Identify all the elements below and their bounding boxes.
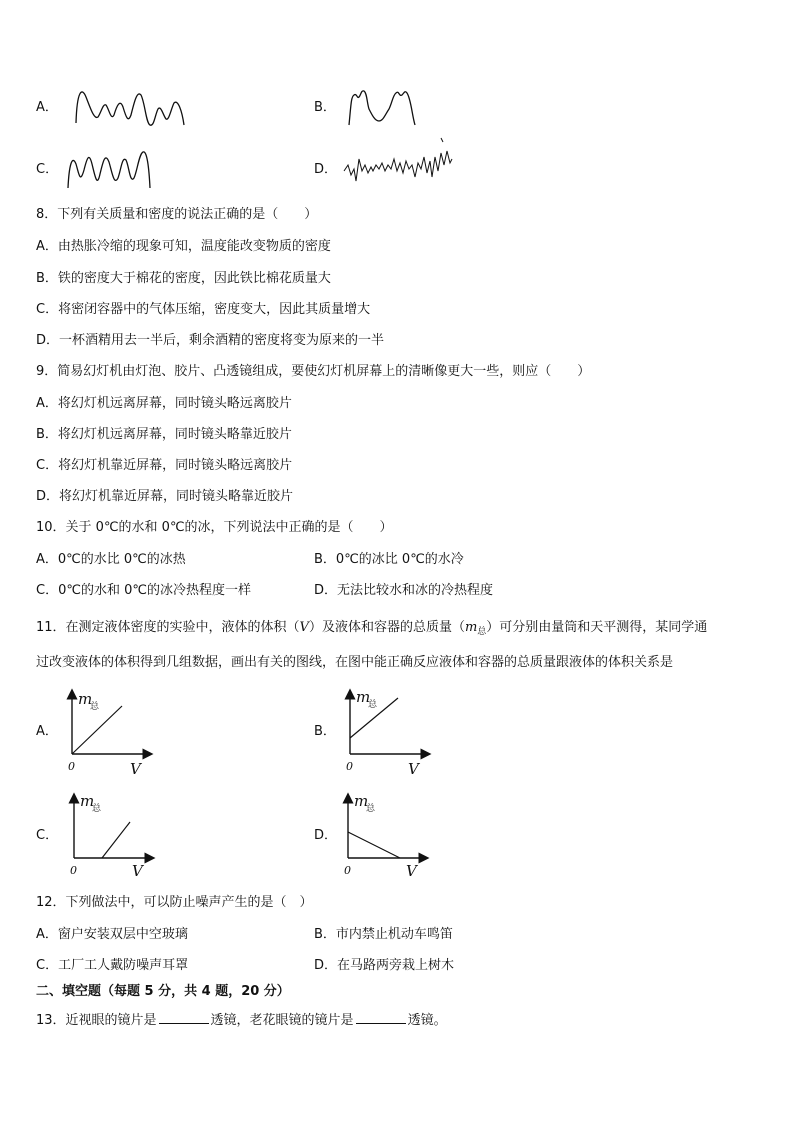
question-11-stem-line1: 11．在测定液体密度的实验中，液体的体积（V）及液体和容器的总质量$(m_总)$可分别由量筒和天平测得，某同学通 bbox=[36, 620, 708, 637]
option-label-b: B． bbox=[314, 100, 336, 115]
graph-c-y-label: m bbox=[80, 792, 95, 810]
option-label-a: A． bbox=[36, 100, 58, 115]
question-13: 13．近视眼的镜片是 透镜，老花眼镜的镜片是 透镜。 bbox=[36, 1013, 447, 1028]
waveform-c bbox=[64, 148, 159, 193]
graph-option-label-c: C． bbox=[36, 828, 59, 843]
graph-d-x-label: V bbox=[406, 862, 417, 880]
question-8-option-d: D．一杯酒精用去一半后，剩余酒精的密度将变为原来的一半 bbox=[36, 333, 385, 348]
question-9-option-c: C．将幻灯机靠近屏幕，同时镜头略远离胶片 bbox=[36, 458, 293, 473]
waveform-d bbox=[342, 135, 457, 195]
graph-b-origin: 0 bbox=[346, 760, 353, 773]
question-8-option-c: C．将密闭容器中的气体压缩，密度变大，因此其质量增大 bbox=[36, 302, 371, 317]
waveform-a bbox=[70, 85, 190, 130]
graph-b-y-sub: 总 bbox=[368, 700, 378, 710]
question-11-stem-line2: 过改变液体的体积得到几组数据，画出有关的图线，在图中能正确反应液体和容器的总质量跟液体的体积关系是 bbox=[36, 655, 674, 670]
question-12-stem: 12．下列做法中，可以防止噪声产生的是（ ） bbox=[36, 895, 313, 910]
graph-b-x-label: V bbox=[408, 760, 419, 778]
question-10-option-d: D．无法比较水和冰的冷热程度 bbox=[314, 583, 494, 598]
graph-a bbox=[62, 688, 162, 778]
graph-d-y-label: m bbox=[354, 792, 369, 810]
option-label-c: C． bbox=[36, 162, 59, 177]
question-10-option-c: C．0℃的水和 0℃的冰冷热程度一样 bbox=[36, 583, 251, 598]
question-8-option-b: B．铁的密度大于棉花的密度，因此铁比棉花质量大 bbox=[36, 271, 331, 286]
question-10-option-b: B．0℃的冰比 0℃的水冷 bbox=[314, 552, 464, 567]
graph-b bbox=[340, 688, 440, 778]
question-12-option-d: D．在马路两旁栽上树木 bbox=[314, 958, 455, 973]
question-12-option-a: A．窗户安装双层中空玻璃 bbox=[36, 927, 188, 942]
graph-b-y-label: m bbox=[356, 688, 371, 706]
graph-a-origin: 0 bbox=[68, 760, 75, 773]
answer-blank-2[interactable] bbox=[356, 1011, 406, 1024]
graph-c-origin: 0 bbox=[70, 864, 77, 877]
graph-a-x-label: V bbox=[130, 760, 141, 778]
question-9-option-b: B．将幻灯机远离屏幕，同时镜头略靠近胶片 bbox=[36, 427, 292, 442]
answer-blank-1[interactable] bbox=[159, 1011, 209, 1024]
question-9-option-d: D．将幻灯机靠近屏幕，同时镜头略靠近胶片 bbox=[36, 489, 294, 504]
option-label-d: D． bbox=[314, 162, 338, 177]
waveform-b bbox=[345, 85, 425, 130]
graph-option-label-a: A． bbox=[36, 724, 58, 739]
graph-c-x-label: V bbox=[132, 862, 143, 880]
graph-d bbox=[338, 790, 438, 880]
graph-a-y-label: m bbox=[78, 690, 93, 708]
graph-a-y-sub: 总 bbox=[90, 702, 100, 712]
section-2-title: 二、填空题（每题 5 分，共 4 题，20 分） bbox=[36, 984, 290, 999]
question-9-option-a: A．将幻灯机远离屏幕，同时镜头略远离胶片 bbox=[36, 396, 292, 411]
question-12-option-b: B．市内禁止机动车鸣笛 bbox=[314, 927, 453, 942]
question-9-stem: 9．简易幻灯机由灯泡、胶片、凸透镜组成，要使幻灯机屏幕上的清晰像更大一些，则应（ ） bbox=[36, 364, 591, 379]
graph-option-label-d: D． bbox=[314, 828, 338, 843]
question-10-option-a: A．0℃的水比 0℃的冰热 bbox=[36, 552, 186, 567]
question-12-option-c: C．工厂工人戴防噪声耳罩 bbox=[36, 958, 189, 973]
graph-c-y-sub: 总 bbox=[92, 804, 102, 814]
graph-option-label-b: B． bbox=[314, 724, 336, 739]
graph-d-y-sub: 总 bbox=[366, 804, 376, 814]
question-8-option-a: A．由热胀冷缩的现象可知，温度能改变物质的密度 bbox=[36, 239, 331, 254]
graph-d-origin: 0 bbox=[344, 864, 351, 877]
question-8-stem: 8．下列有关质量和密度的说法正确的是（ ） bbox=[36, 207, 318, 222]
graph-c bbox=[64, 790, 164, 880]
question-10-stem: 10．关于 0℃的水和 0℃的冰，下列说法中正确的是（ ） bbox=[36, 520, 393, 535]
